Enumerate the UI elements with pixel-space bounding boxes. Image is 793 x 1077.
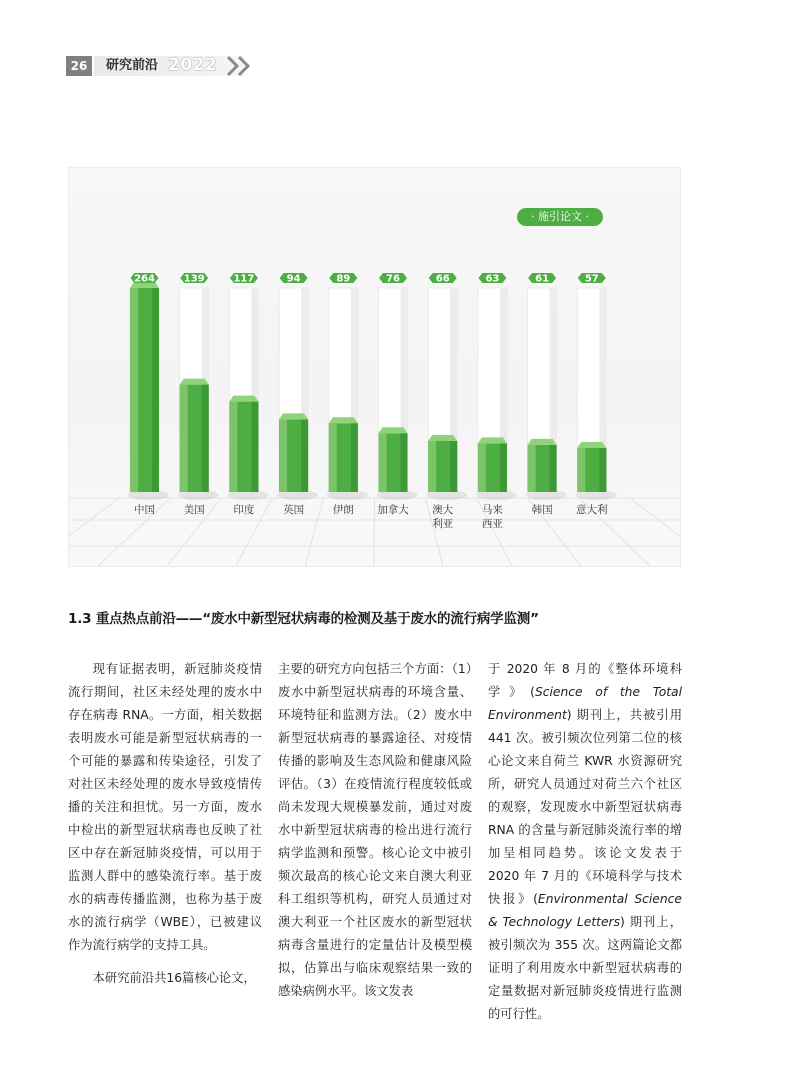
double-chevron-icon xyxy=(224,54,260,78)
data-label: 57 xyxy=(584,273,599,285)
bar-fill-side xyxy=(202,385,209,492)
bar-fill-cap xyxy=(180,379,209,385)
bar-fill-side xyxy=(351,423,358,492)
page-header xyxy=(66,54,256,78)
category-label: 马来 xyxy=(481,504,503,516)
bar-fill-side xyxy=(450,441,457,492)
paragraph: 本研究前沿共16篇核心论文， xyxy=(92,971,256,985)
bar-fill-cap xyxy=(279,413,308,419)
text-column-1 xyxy=(68,658,262,990)
bar-fill-side xyxy=(152,288,159,492)
grid-line xyxy=(69,498,119,566)
bar-5 xyxy=(377,273,418,516)
category-label: 西亚 xyxy=(481,518,503,530)
category-label: 意大利 xyxy=(576,504,608,516)
text-column-2 xyxy=(278,658,472,1003)
text-run: 于 2020 年 8 月的《整体环境科学》( xyxy=(488,662,682,699)
bar-fill-cap xyxy=(379,427,408,433)
data-label: 66 xyxy=(435,273,450,285)
page-number: 26 xyxy=(66,56,92,76)
header-year: 2022 xyxy=(168,55,218,75)
section-title: 1.3 重点热点前沿——“废水中新型冠状病毒的检测及基于废水的流行病学监测” xyxy=(68,611,539,627)
data-label: 117 xyxy=(233,273,255,285)
bar-fill-cap xyxy=(577,442,606,448)
category-label: 加拿大 xyxy=(377,504,409,516)
data-label: 139 xyxy=(183,273,205,285)
bar-3 xyxy=(277,273,318,516)
data-label: 61 xyxy=(535,273,550,285)
data-label: 89 xyxy=(336,273,351,285)
bar-chart xyxy=(69,168,680,566)
category-label: 伊朗 xyxy=(332,504,354,516)
text-column-3 xyxy=(488,658,682,1026)
bar-4 xyxy=(327,273,368,516)
category-label: 韩国 xyxy=(531,504,553,516)
bar-fill-side xyxy=(599,448,606,492)
bar-fill-side xyxy=(401,433,408,492)
text-run: ) 期刊上，被引频次为 355 次。这两篇论文都证明了利用废水中新型冠状病毒的定量数据对新冠肺炎疫情进行监测的可行性。 xyxy=(488,915,682,1021)
bar-fill-highlight xyxy=(478,443,486,492)
chart-legend: · 施引论文 · xyxy=(517,208,603,226)
bar-fill-highlight xyxy=(528,445,536,492)
bar-fill-highlight xyxy=(180,385,188,492)
bar-fill-highlight xyxy=(130,288,138,492)
bar-6 xyxy=(426,273,467,530)
paragraph xyxy=(488,658,682,1026)
bar-fill-side xyxy=(500,443,507,492)
bar-fill-cap xyxy=(428,435,457,441)
text-run: ) 期刊上，共被引用 441 次。被引频次位列第二位的核心论文来自荷兰 KWR 水资源研究所，研究人员通过对荷兰六个社区的观察，发现废水中新型冠状病毒 RNA 的含量与新冠肺炎流行率的增加呈相同趋势。该论文发表于 2020 年 7 月的《环境科学与技术快报》( xyxy=(488,708,682,906)
bar-fill-highlight xyxy=(279,419,287,492)
grid-line xyxy=(305,498,323,566)
data-label: 94 xyxy=(286,273,301,285)
category-label: 中国 xyxy=(134,504,155,516)
bar-1 xyxy=(178,273,219,516)
data-label: 264 xyxy=(134,273,155,285)
bar-fill-cap xyxy=(478,437,507,443)
bar-8 xyxy=(526,273,567,516)
bar-fill-side xyxy=(550,445,557,492)
bar-7 xyxy=(476,273,517,530)
bar-fill-highlight xyxy=(379,433,387,492)
bar-fill-side xyxy=(301,419,308,492)
header-title: 研究前沿 xyxy=(106,58,159,73)
bar-9 xyxy=(575,273,616,516)
data-label: 76 xyxy=(386,273,400,285)
journal-name: Science of the Total Environment xyxy=(488,685,682,722)
bar-fill-highlight xyxy=(229,402,237,492)
category-label: 英国 xyxy=(283,504,305,516)
journal-name: Environmental Science & Technology Letters xyxy=(488,892,682,929)
category-label: 印度 xyxy=(233,504,255,516)
bar-2 xyxy=(227,273,268,516)
data-label: 63 xyxy=(485,273,500,285)
bar-fill-side xyxy=(251,402,258,492)
chart-panel xyxy=(68,167,681,567)
category-label: 澳大 xyxy=(432,504,454,516)
bar-fill-highlight xyxy=(329,423,337,492)
category-label: 利亚 xyxy=(432,518,454,530)
grid-line xyxy=(374,498,375,566)
paragraph: 现有证据表明，新冠肺炎疫情流行期间，社区未经处理的废水中存在病毒 RNA。一方面，相关数据表明废水可能是新型冠状病毒的一个可能的暴露和传染途径，引发了对社区未经处理的废水导致疫情传播的关注和担忧。另一方面，废水中检出的新型冠状病毒也反映了社区中存在新冠肺炎疫情，可以用于监测人群中的感染流行率。基于废水的病毒传播监测，也称为基于废水的流行病学（WBE），已被建议作为流行病学的支持工具。 xyxy=(68,662,262,952)
category-label: 美国 xyxy=(183,504,205,516)
bar-fill-cap xyxy=(528,439,557,445)
bar-fill-highlight xyxy=(577,448,585,492)
paragraph: 主要的研究方向包括三个方面：（1）废水中新型冠状病毒的环境含量、环境特征和监测方法。（2）废水中新型冠状病毒的暴露途径、对疫情传播的影响及生态风险和健康风险评估。（3）在疫情流行程度较低或尚未发现大规模暴发前，通过对废水中新型冠状病毒的检出进行流行病学监测和预警。核心论文中被引频次最高的核心论文来自澳大利亚科工组织等机构，研究人员通过对澳大利亚一个社区废水的新型冠状病毒含量进行的定量估计及模型模拟，估算出与临床观察结果一致的感染病例水平。该文发表 xyxy=(278,662,472,998)
bar-fill-highlight xyxy=(428,441,436,492)
bar-fill-cap xyxy=(229,396,258,402)
bar-0 xyxy=(128,273,169,516)
bar-fill-cap xyxy=(329,417,358,423)
grid-line xyxy=(630,498,680,566)
